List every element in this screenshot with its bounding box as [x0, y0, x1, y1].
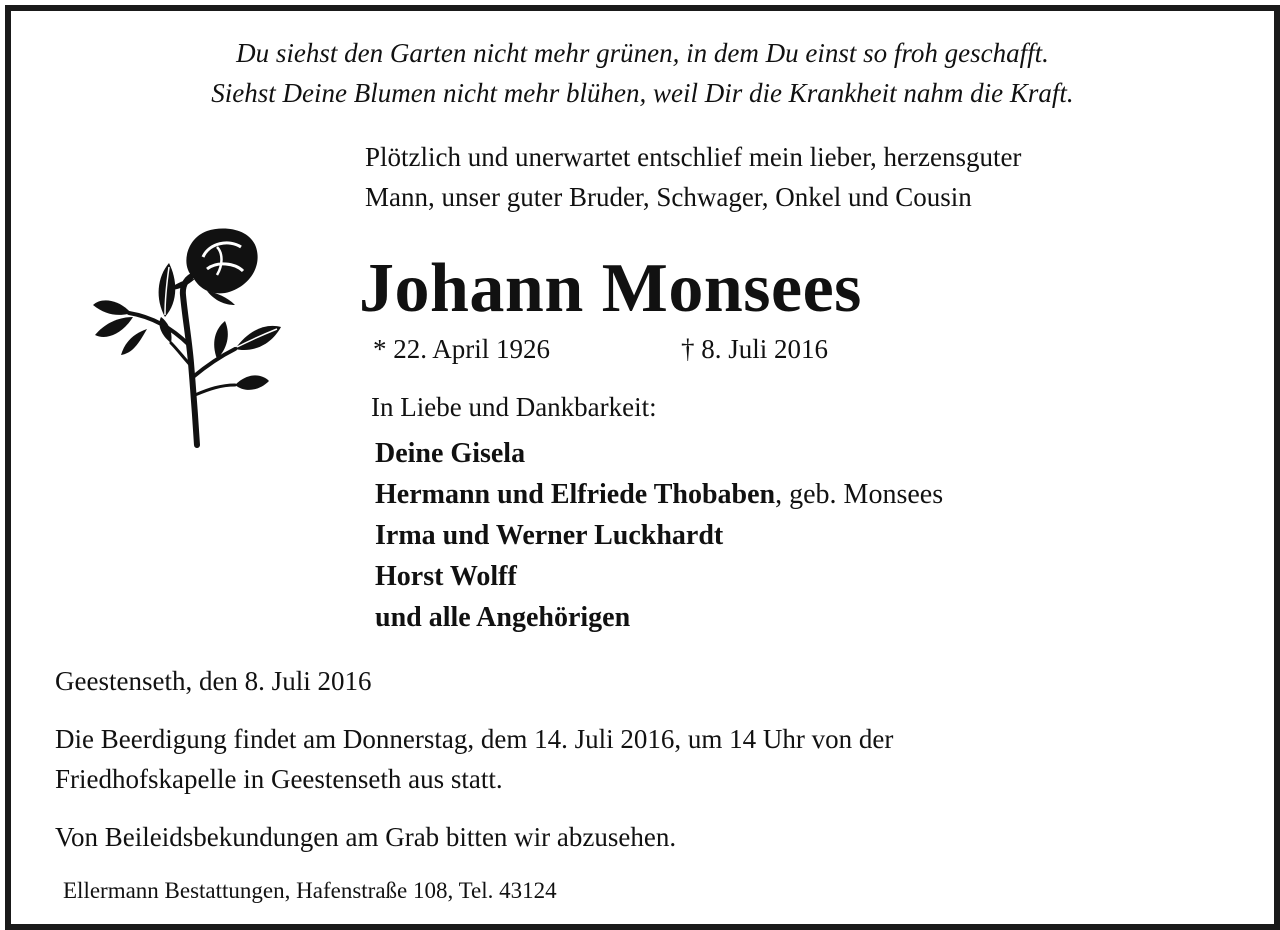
death-date: † 8. Juli 2016	[681, 334, 829, 364]
funeral-info	[55, 719, 893, 799]
obituary-notice	[5, 5, 1280, 930]
funeral-line-2: Friedhofskapelle in Geestenseth aus statt.	[55, 764, 503, 794]
mourner-3: Irma und Werner Luckhardt	[375, 520, 724, 551]
mourner-5: und alle Angehörigen	[375, 602, 631, 633]
mourner-4: Horst Wolff	[375, 561, 517, 592]
intro-line-1: Plötzlich und unerwartet entschlief mein lieber, herzensguter	[365, 142, 1022, 172]
verse-line-1: Du siehst den Garten nicht mehr grünen, in dem Du einst so froh geschafft.	[236, 38, 1049, 68]
mourners-list	[375, 433, 943, 638]
thanks-line: In Liebe und Dankbarkeit:	[371, 392, 657, 422]
rose-icon	[85, 217, 285, 457]
mourner-1: Deine Gisela	[375, 438, 526, 469]
mourner-2: Hermann und Elfriede Thobaben	[375, 479, 776, 510]
verse-line-2: Siehst Deine Blumen nicht mehr blühen, weil Dir die Krankheit nahm die Kraft.	[211, 78, 1074, 108]
intro-text	[365, 137, 1021, 217]
deceased-name: Johann Monsees	[359, 250, 862, 327]
place-date: Geestenseth, den 8. Juli 2016	[55, 666, 372, 696]
undertaker-info: Ellermann Bestattungen, Hafenstraße 108, Tel. 43124	[63, 878, 557, 903]
mourner-2-note: , geb. Monsees	[775, 479, 944, 510]
intro-line-2: Mann, unser guter Bruder, Schwager, Onkel und Cousin	[365, 182, 972, 212]
birth-date: * 22. April 1926	[373, 334, 551, 364]
condolence-note: Von Beileidsbekundungen am Grab bitten wir abzusehen.	[55, 822, 677, 852]
mourner-2-line	[375, 474, 943, 515]
funeral-line-1: Die Beerdigung findet am Donnerstag, dem 14. Juli 2016, um 14 Uhr von der	[55, 724, 894, 754]
